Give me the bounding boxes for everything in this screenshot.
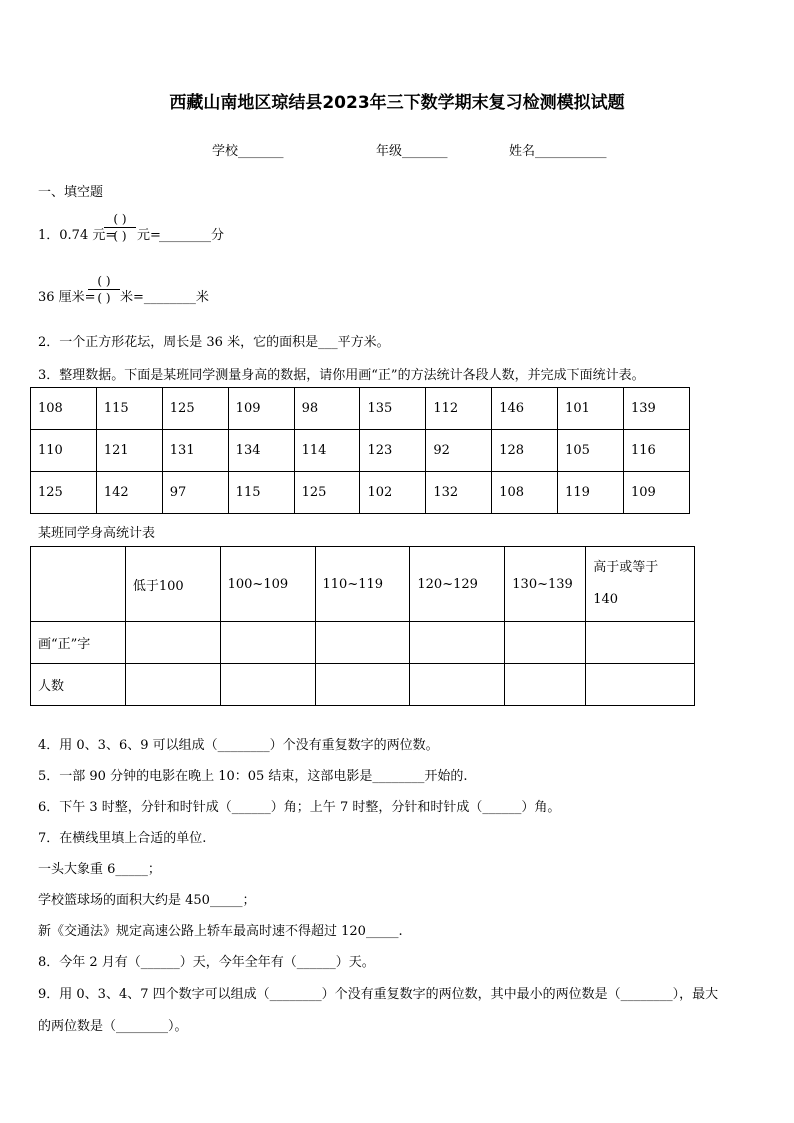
table-cell: 115 (228, 472, 294, 514)
stat-table-caption: 某班同学身高统计表 (38, 526, 156, 541)
stat-header-140-line2: 140 (593, 592, 619, 607)
page-title: 西藏山南地区琼结县2023年三下数学期末复习检测模拟试题 (169, 93, 625, 113)
stat-header-140-plus (586, 547, 695, 622)
table-cell: 108 (31, 388, 97, 430)
table-cell: 121 (96, 430, 162, 472)
stat-cell (315, 622, 410, 664)
question-4: 4．用 0、3、6、9 可以组成（________）个没有重复数字的两位数。 (38, 738, 439, 753)
table-cell: 125 (294, 472, 360, 514)
height-data-table (30, 387, 690, 514)
table-cell: 125 (162, 388, 228, 430)
question-9-line1: 9．用 0、3、4、7 四个数字可以组成（________）个没有重复数字的两位数，其中最小的两位数是（________），最大 (38, 987, 719, 1002)
question-7b: 学校篮球场的面积大约是 450_____； (38, 893, 256, 908)
stat-cell (410, 622, 505, 664)
q1-fraction-2 (88, 274, 120, 305)
name-field: 姓名___________ (509, 144, 607, 159)
table-cell: 108 (492, 472, 558, 514)
stat-header-130-139: 130~139 (505, 547, 586, 622)
stat-row-label-count: 人数 (31, 664, 126, 706)
stat-header-empty (31, 547, 126, 622)
stat-cell (220, 622, 315, 664)
height-stat-table (30, 546, 695, 706)
table-cell: 102 (360, 472, 426, 514)
stat-cell (586, 622, 695, 664)
table-cell: 139 (624, 388, 690, 430)
stat-cell (410, 664, 505, 706)
stat-row-label-tally: 画“正”字 (31, 622, 126, 664)
table-cell: 105 (558, 430, 624, 472)
stat-cell (586, 664, 695, 706)
q1-fraction-1 (104, 212, 136, 243)
question-7: 7．在横线里填上合适的单位. (38, 831, 207, 846)
grade-field: 年级_______ (376, 144, 448, 159)
q1-line1-prefix: 1．0.74 元= (38, 228, 117, 243)
stat-cell (125, 664, 220, 706)
fraction-numerator: ( ) (113, 212, 127, 226)
stat-cell (505, 622, 586, 664)
question-3: 3．整理数据。下面是某班同学测量身高的数据，请你用画“正”的方法统计各段人数，并完成下面统计表。 (38, 368, 645, 383)
table-cell: 110 (31, 430, 97, 472)
table-cell: 125 (31, 472, 97, 514)
table-cell: 123 (360, 430, 426, 472)
table-cell: 132 (426, 472, 492, 514)
fraction-bar (104, 227, 136, 228)
table-cell: 115 (96, 388, 162, 430)
table-cell: 131 (162, 430, 228, 472)
question-7a: 一头大象重 6_____； (38, 862, 161, 877)
question-6: 6．下午 3 时整，分针和时针成（______）角；上午 7 时整，分针和时针成（______）角。 (38, 800, 561, 815)
stat-cell (125, 622, 220, 664)
table-cell: 146 (492, 388, 558, 430)
fraction-numerator: ( ) (97, 274, 111, 288)
fraction-denominator: ( ) (97, 291, 111, 305)
table-cell: 97 (162, 472, 228, 514)
table-cell: 98 (294, 388, 360, 430)
table-cell: 128 (492, 430, 558, 472)
fraction-denominator: ( ) (113, 229, 127, 243)
table-cell: 142 (96, 472, 162, 514)
table-cell: 114 (294, 430, 360, 472)
table-row (31, 430, 690, 472)
stat-header-100-109: 100~109 (220, 547, 315, 622)
q1-line2-prefix: 36 厘米= (38, 290, 96, 305)
table-cell: 101 (558, 388, 624, 430)
stat-cell (220, 664, 315, 706)
fraction-bar (88, 289, 120, 290)
q1-line2-suffix: 米=________米 (120, 290, 209, 305)
stat-header-120-129: 120~129 (410, 547, 505, 622)
stat-header-140-line1: 高于或等于 (593, 560, 659, 575)
school-field: 学校_______ (212, 144, 284, 159)
question-8: 8．今年 2 月有（______）天，今年全年有（______）天。 (38, 955, 375, 970)
table-cell: 116 (624, 430, 690, 472)
stat-header-110-119: 110~119 (315, 547, 410, 622)
question-7c: 新《交通法》规定高速公路上轿车最高时速不得超过 120_____. (38, 924, 403, 939)
table-cell: 109 (228, 388, 294, 430)
table-cell: 119 (558, 472, 624, 514)
question-5: 5．一部 90 分钟的电影在晚上 10：05 结束，这部电影是________开始的. (38, 769, 468, 784)
q1-line1-mid: 元= (137, 228, 161, 243)
stat-cell (505, 664, 586, 706)
table-row (31, 388, 690, 430)
question-9-line2: 的两位数是（________）。 (38, 1019, 188, 1034)
question-2: 2．一个正方形花坛，周长是 36 米，它的面积是___平方米。 (38, 335, 390, 350)
section-heading: 一、填空题 (38, 185, 104, 200)
table-cell: 109 (624, 472, 690, 514)
table-cell: 112 (426, 388, 492, 430)
table-cell: 92 (426, 430, 492, 472)
table-cell: 134 (228, 430, 294, 472)
table-row (31, 472, 690, 514)
stat-cell (315, 664, 410, 706)
table-cell: 135 (360, 388, 426, 430)
q1-line1-suffix: ________分 (159, 228, 225, 243)
stat-header-below-100: 低于100 (125, 547, 220, 622)
